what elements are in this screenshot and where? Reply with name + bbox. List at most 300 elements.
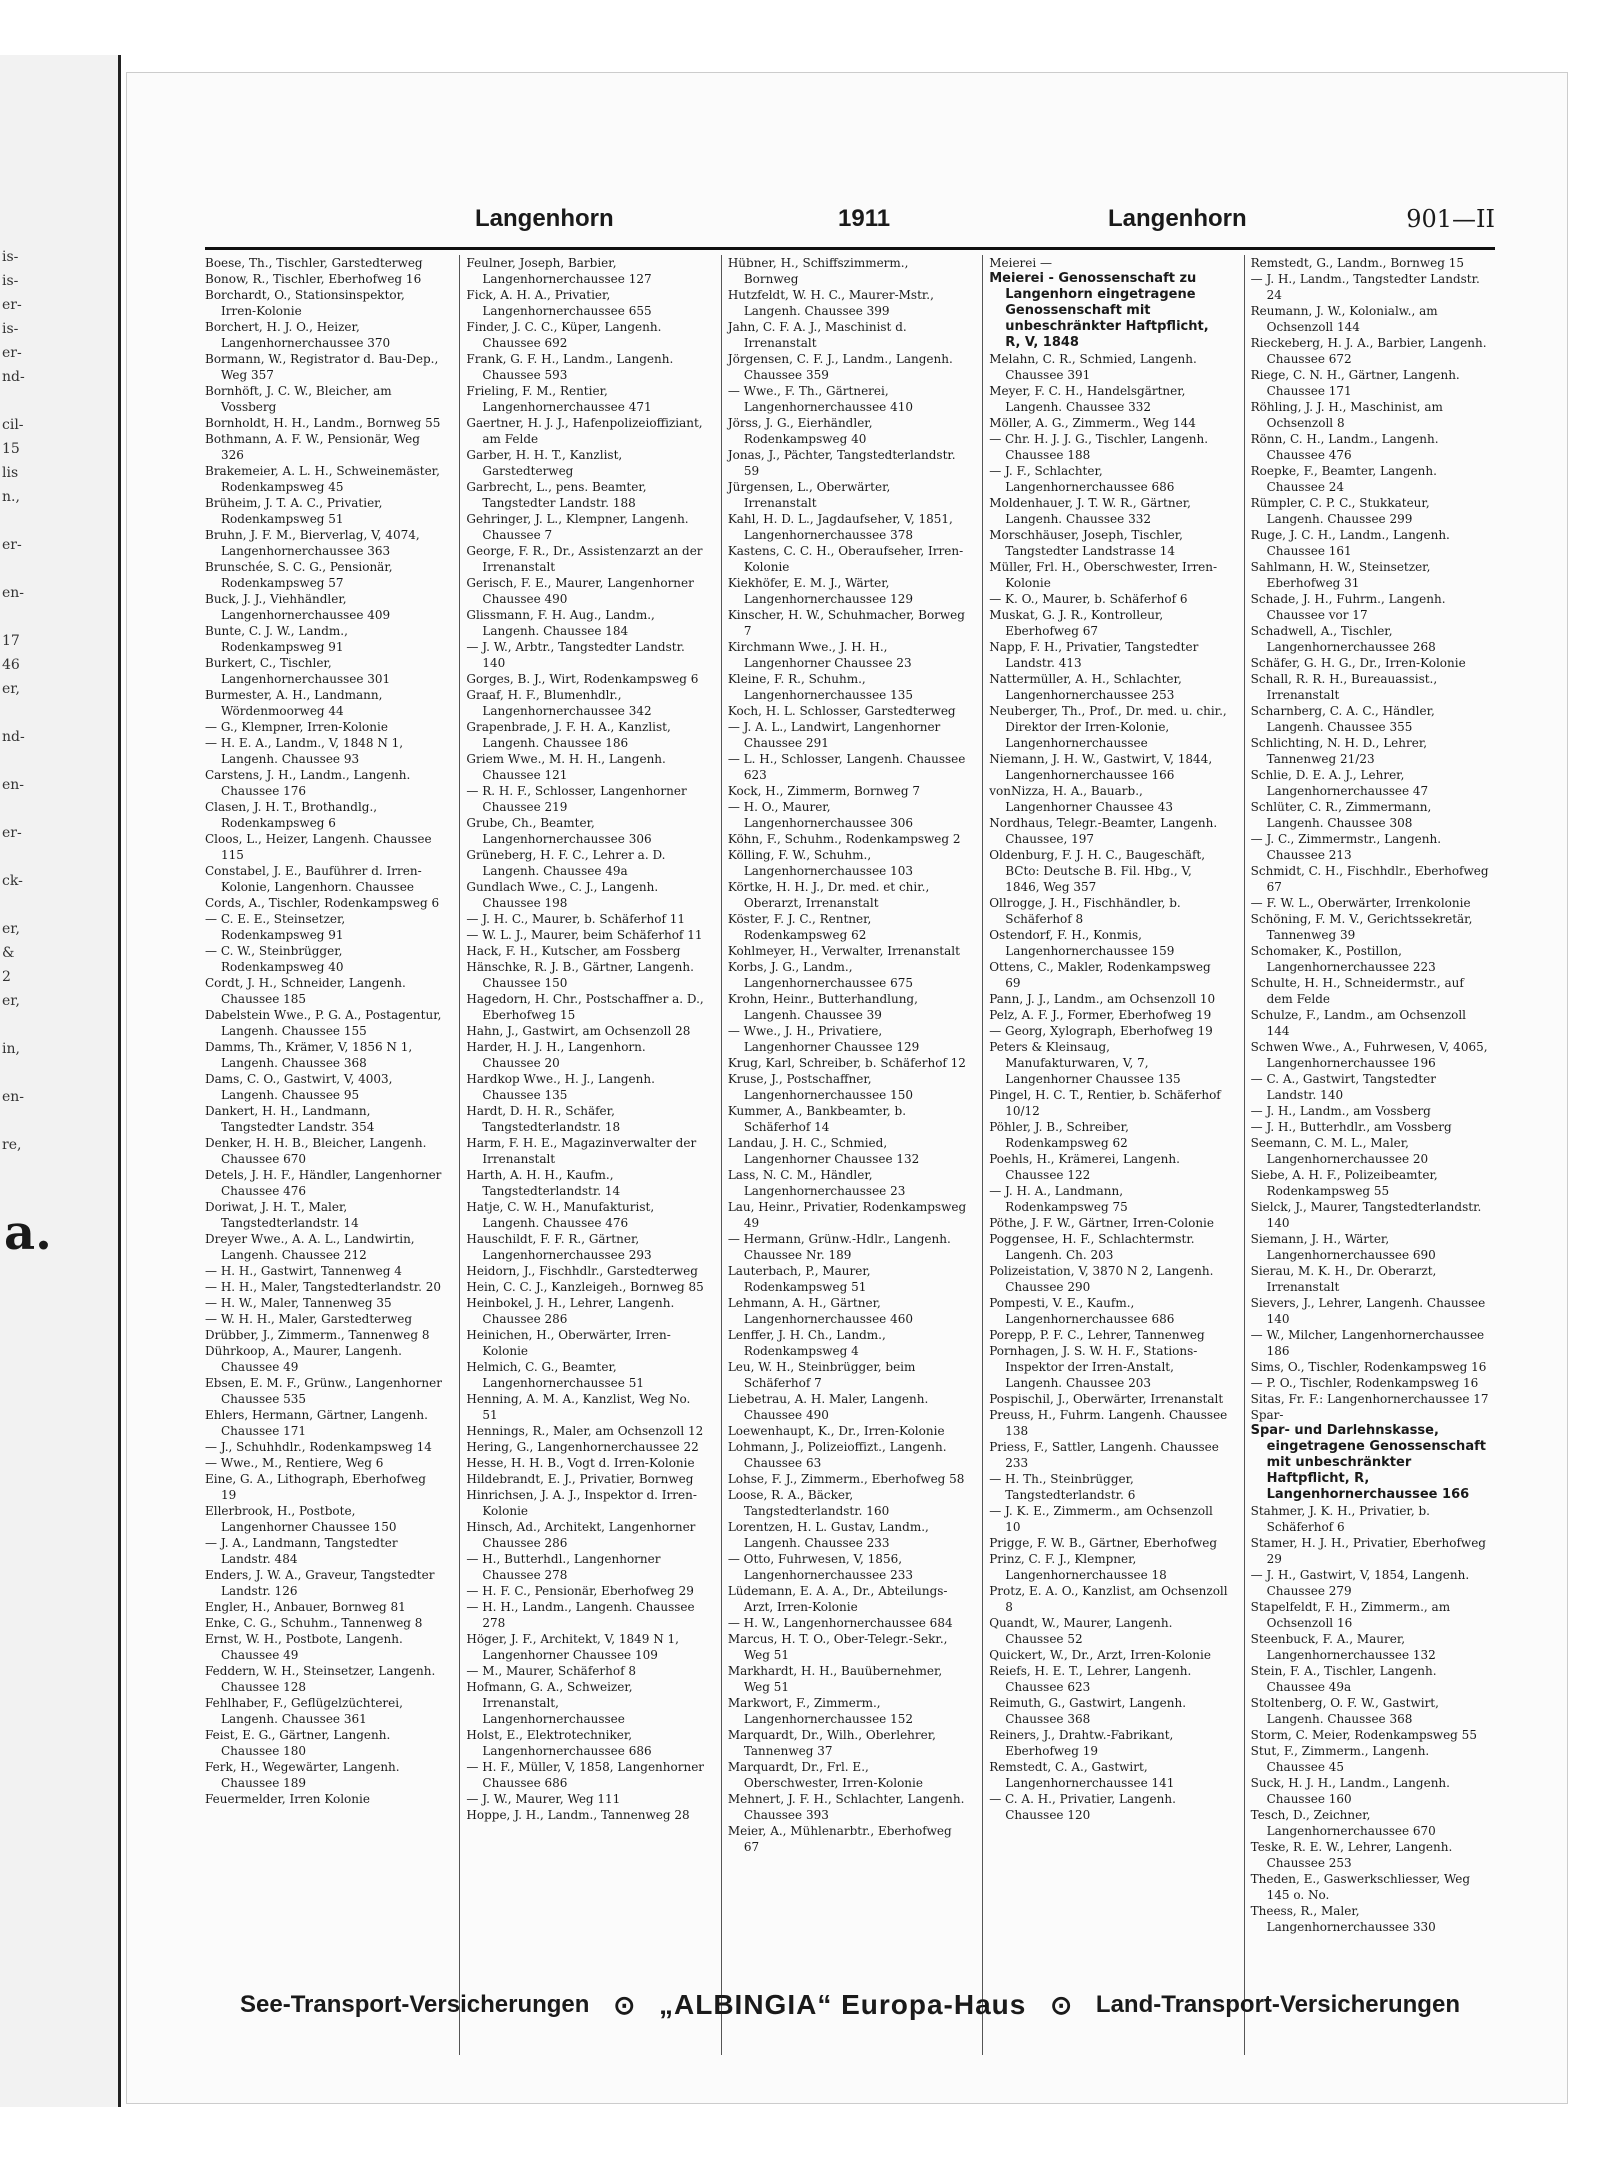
directory-entry: Burkert, C., Tischler, Langenhornerchaussee 301	[205, 656, 391, 686]
directory-entry: Lau, Heinr., Privatier, Rodenkampsweg 49	[727, 1200, 967, 1230]
left-fragment: 15	[2, 441, 20, 457]
footer-middle-ad: „ALBINGIA“ Europa-Haus	[659, 1989, 1027, 2020]
directory-entry: Pospischil, J., Oberwärter, Irrenanstalt	[989, 1392, 1224, 1406]
directory-entry: Marcus, H. T. O., Ober-Telegr.-Sekr., Weg 51	[727, 1632, 948, 1662]
directory-entry: Oldenburg, F. J. H. C., Baugeschäft, BCto: Deutsche B. Fil. Hbg., V, 1846, Weg 357	[989, 848, 1206, 894]
directory-entry: Sierau, M. K. H., Dr. Oberarzt, Irrenanstalt	[1250, 1264, 1437, 1294]
directory-entry: Remstedt, C. A., Gastwirt, Langenhornerchaussee 141	[989, 1760, 1175, 1790]
directory-entry: — P. O., Tischler, Rodenkampsweg 16	[1250, 1376, 1479, 1390]
directory-entry: Helmich, C. G., Beamter, Langenhornerchaussee 51	[466, 1360, 644, 1390]
left-fragment: 17	[2, 633, 20, 649]
directory-entry: Sielck, J., Maurer, Tangstedterlandstr. 140	[1250, 1200, 1482, 1230]
directory-entry: — H. H., Landm., Langenh. Chaussee 278	[466, 1600, 695, 1630]
directory-entry: Bornhöft, J. C. W., Bleicher, am Vossberg	[205, 384, 392, 414]
directory-entry: — J. H., Butterhdlr., am Vossberg	[1250, 1120, 1452, 1134]
directory-entry: — H. O., Maurer, Langenhornerchaussee 306	[727, 800, 914, 830]
directory-entry: Feuermelder, Irren Kolonie	[205, 1792, 370, 1806]
directory-entry: Schlüter, C. R., Zimmermann, Langenh. Chaussee 308	[1250, 800, 1432, 830]
directory-entry: — Wwe., F. Th., Gärtnerei, Langenhornerchaussee 410	[727, 384, 914, 414]
left-fragment: er,	[2, 921, 20, 937]
directory-entry: Jörss, J. G., Eierhändler, Rodenkampsweg 40	[727, 416, 873, 446]
left-fragment: is-	[2, 249, 19, 265]
directory-entry: Reumann, J. W., Kolonialw., am Ochsenzoll 144	[1250, 304, 1438, 334]
directory-entry: Pöthe, J. F. W., Gärtner, Irren-Colonie	[989, 1216, 1214, 1230]
directory-entry: Jürgensen, L., Oberwärter, Irrenanstalt	[727, 480, 891, 510]
directory-entry: Pelz, A. F. J., Former, Eberhofweg 19	[989, 1008, 1212, 1022]
directory-entry: Kohlmeyer, H., Verwalter, Irrenanstalt	[727, 944, 960, 958]
directory-entry: Moldenhauer, J. T. W. R., Gärtner, Langenh. Chaussee 332	[989, 496, 1191, 526]
directory-entry: Grapenbrade, J. F. H. A., Kanzlist, Langenh. Chaussee 186	[466, 720, 671, 750]
directory-entry: Hinsch, Ad., Architekt, Langenhorner Chaussee 286	[466, 1520, 696, 1550]
directory-entry: Kiekhöfer, E. M. J., Wärter, Langenhornerchaussee 129	[727, 576, 914, 606]
directory-entry: Sitas, Fr. F.: Langenhornerchaussee 17	[1250, 1392, 1489, 1406]
left-fragment	[2, 797, 25, 821]
left-fragment: re,	[2, 1137, 22, 1153]
directory-entry: — J. H., Landm., am Vossberg	[1250, 1104, 1431, 1118]
directory-entry: Rönn, C. H., Landm., Langenh. Chaussee 476	[1250, 432, 1439, 462]
directory-entry: Liebetrau, A. H. Maler, Langenh. Chaussee 490	[727, 1392, 929, 1422]
directory-entry: Meier, A., Mühlenarbtr., Eberhofweg 67	[727, 1824, 952, 1854]
directory-entry: Ostendorf, F. H., Konmis, Langenhornerchaussee 159	[989, 928, 1175, 958]
footer-left-ad: See-Transport-Versicherungen	[240, 1991, 590, 2018]
directory-entry: Pingel, H. C. T., Rentier, b. Schäferhof 10/12	[989, 1088, 1221, 1118]
directory-entry: Finder, J. C. C., Küper, Langenh. Chaussee 692	[466, 320, 662, 350]
directory-entry: — J. W., Arbtr., Tangstedter Landstr. 140	[466, 640, 685, 670]
directory-column	[1244, 255, 1495, 2055]
directory-entry: Dreyer Wwe., A. A. L., Landwirtin, Langenh. Chaussee 212	[205, 1232, 415, 1262]
left-fragment	[2, 701, 25, 725]
directory-entry: Lehmann, A. H., Gärtner, Langenhornerchaussee 460	[727, 1296, 914, 1326]
directory-entry: Seemann, C. M. L., Maler, Langenhornerchaussee 20	[1250, 1136, 1429, 1166]
directory-entry: Gundlach Wwe., C. J., Langenh. Chaussee 198	[466, 880, 659, 910]
left-fragment: er,	[2, 681, 20, 697]
left-fragment: is-	[2, 273, 19, 289]
directory-entry: Theess, R., Maler, Langenhornerchaussee 330	[1250, 1904, 1436, 1934]
directory-entry: Bothmann, A. F. W., Pensionär, Weg 326	[205, 432, 420, 462]
directory-entry: Cordt, J. H., Schneider, Langenh. Chaussee 185	[205, 976, 406, 1006]
directory-entry: Gaertner, H. J. J., Hafenpolizeioffiziant, am Felde	[466, 416, 703, 446]
directory-entry: — H. W., Langenhornerchaussee 684	[727, 1616, 953, 1630]
directory-entry: — J., Schuhhdlr., Rodenkampsweg 14	[205, 1440, 432, 1454]
left-fragment	[2, 509, 25, 533]
left-fragment	[2, 557, 25, 581]
page-header	[205, 205, 1495, 245]
directory-entry: Kastens, C. C. H., Oberaufseher, Irren-Kolonie	[727, 544, 964, 574]
directory-entry: Brüheim, J. T. A. C., Privatier, Rodenkampsweg 51	[205, 496, 383, 526]
left-fragment	[2, 1061, 25, 1085]
directory-entry: Schomaker, K., Postillon, Langenhornerchaussee 223	[1250, 944, 1436, 974]
left-fragment	[2, 1109, 25, 1133]
directory-entry: Markhardt, H. H., Bauübernehmer, Weg 51	[727, 1664, 943, 1694]
directory-entry: Kock, H., Zimmerm, Bornweg 7	[727, 784, 920, 798]
directory-entry: Quickert, W., Dr., Arzt, Irren-Kolonie	[989, 1648, 1211, 1662]
directory-entry: Dabelstein Wwe., P. G. A., Postagentur, Langenh. Chaussee 155	[205, 1008, 442, 1038]
directory-entry: Holst, E., Elektrotechniker, Langenhornerchaussee 686	[466, 1728, 652, 1758]
left-fragment: en-	[2, 777, 25, 793]
directory-entry: Spar-	[1250, 1408, 1284, 1422]
left-fragment: ck-	[2, 873, 23, 889]
directory-entry: Neuberger, Th., Prof., Dr. med. u. chir., Direktor der Irren-Kolonie, Langenhornerchaussee	[989, 704, 1227, 750]
directory-entry: Höger, J. F., Architekt, V, 1849 N 1, Langenhorner Chaussee 109	[466, 1632, 679, 1662]
directory-entry: Melahn, C. R., Schmied, Langenh. Chaussee 391	[989, 352, 1197, 382]
directory-entry: Poggensee, H. F., Schlachtermstr. Langenh. Ch. 203	[989, 1232, 1195, 1262]
directory-entry: Niemann, J. H. W., Gastwirt, V, 1844, Langenhornerchaussee 166	[989, 752, 1213, 782]
directory-entry: Cords, A., Tischler, Rodenkampsweg 6	[205, 896, 440, 910]
directory-entry: — J. F., Schlachter, Langenhornerchaussee 686	[989, 464, 1175, 494]
directory-entry: Griem Wwe., M. H. H., Langenh. Chaussee 121	[466, 752, 666, 782]
directory-entry: George, F. R., Dr., Assistenzarzt an der Irrenanstalt	[466, 544, 703, 574]
directory-entry: Reimuth, G., Gastwirt, Langenh. Chaussee 368	[989, 1696, 1187, 1726]
directory-entry: Protz, E. A. O., Kanzlist, am Ochsenzoll 8	[989, 1584, 1228, 1614]
directory-entry: Brakemeier, A. L. H., Schweinemäster, Rodenkampsweg 45	[205, 464, 440, 494]
directory-entry: Lorentzen, H. L. Gustav, Landm., Langenh. Chaussee 233	[727, 1520, 929, 1550]
directory-entry: Peters & Kleinsaug, Manufakturwaren, V, 7, Langenhorner Chaussee 135	[989, 1040, 1181, 1086]
left-fragment: n.,	[2, 489, 20, 505]
directory-entry: Drübber, J., Zimmerm., Tannenweg 8	[205, 1328, 430, 1342]
directory-entry: Schulte, H. H., Schneidermstr., auf dem Felde	[1250, 976, 1464, 1006]
directory-entry: Dankert, H. H., Landmann, Tangstedter Landstr. 354	[205, 1104, 375, 1134]
directory-entry: Constabel, J. E., Bauführer d. Irren-Kolonie, Langenhorn. Chaussee	[205, 864, 422, 894]
left-fragment: lis	[2, 465, 19, 481]
directory-entry: Ollrogge, J. H., Fischhändler, b. Schäferhof 8	[989, 896, 1181, 926]
directory-entry: Röhling, J. J. H., Maschinist, am Ochsenzoll 8	[1250, 400, 1443, 430]
directory-entry: Porepp, P. F. C., Lehrer, Tannenweg	[989, 1328, 1205, 1342]
directory-column	[459, 255, 710, 2055]
directory-entry: Hack, F. H., Kutscher, am Fossberg	[466, 944, 681, 958]
directory-entry: — J. H. C., Maurer, b. Schäferhof 11	[466, 912, 685, 926]
directory-entry: Hahn, J., Gastwirt, am Ochsenzoll 28	[466, 1024, 691, 1038]
directory-entry: Schöning, F. M. V., Gerichtssekretär, Tannenweg 39	[1250, 912, 1473, 942]
directory-entry: Storm, C. Meier, Rodenkampsweg 55	[1250, 1728, 1477, 1742]
directory-entry: Henning, A. M. A., Kanzlist, Weg No. 51	[466, 1392, 691, 1422]
directory-column	[721, 255, 972, 2055]
directory-entry: Garber, H. H. T., Kanzlist, Garstedterweg	[466, 448, 623, 478]
directory-entry: Stapelfeldt, F. H., Zimmerm., am Ochsenzoll 16	[1250, 1600, 1451, 1630]
directory-entry: Müller, Frl. H., Oberschwester, Irren-Kolonie	[989, 560, 1218, 590]
directory-entry: Sims, O., Tischler, Rodenkampsweg 16	[1250, 1360, 1487, 1374]
directory-entry: — C. E. E., Steinsetzer, Rodenkampsweg 91	[205, 912, 346, 942]
directory-entry: Krug, Karl, Schreiber, b. Schäferhof 12	[727, 1056, 966, 1070]
directory-entry: Pann, J. J., Landm., am Ochsenzoll 10	[989, 992, 1216, 1006]
left-page-text	[2, 245, 25, 1157]
directory-entry: — W. L. J., Maurer, beim Schäferhof 11	[466, 928, 703, 942]
directory-entry: Stahmer, J. K. H., Privatier, b. Schäferhof 6	[1250, 1504, 1430, 1534]
directory-entry: Steenbuck, F. A., Maurer, Langenhornerchaussee 132	[1250, 1632, 1436, 1662]
header-right-title: Langenhorn	[1108, 205, 1247, 232]
directory-entry: Reiners, J., Drahtw.-Fabrikant, Eberhofweg 19	[989, 1728, 1174, 1758]
directory-entry: — J. C., Zimmermstr., Langenh. Chaussee 213	[1250, 832, 1442, 862]
directory-entry: Frank, G. F. H., Landm., Langenh. Chaussee 593	[466, 352, 674, 382]
directory-entry: — J. H., Gastwirt, V, 1854, Langenh. Chaussee 279	[1250, 1568, 1470, 1598]
directory-entry: Schall, R. R. H., Bureauassist., Irrenanstalt	[1250, 672, 1438, 702]
directory-entry: Hutzfeldt, W. H. C., Maurer-Mstr., Langenh. Chaussee 399	[727, 288, 934, 318]
directory-entry: Damms, Th., Krämer, V, 1856 N 1, Langenh. Chaussee 368	[205, 1040, 413, 1070]
directory-column	[205, 255, 449, 2055]
directory-entry: Schmidt, C. H., Fischhdlr., Eberhofweg 67	[1250, 864, 1489, 894]
directory-entry: — C. A. H., Privatier, Langenh. Chaussee 120	[989, 1792, 1176, 1822]
directory-entry: Borchardt, O., Stationsinspektor, Irren-Kolonie	[205, 288, 405, 318]
directory-entry: Grüneberg, H. F. C., Lehrer a. D. Langenh. Chaussee 49a	[466, 848, 666, 878]
directory-entry: Borchert, H. J. O., Heizer, Langenhornerchaussee 370	[205, 320, 391, 350]
directory-entry: Suck, H. J. H., Landm., Langenh. Chaussee 160	[1250, 1776, 1450, 1806]
directory-entry: Schadwell, A., Tischler, Langenhornerchaussee 268	[1250, 624, 1436, 654]
left-fragment: 46	[2, 657, 20, 673]
directory-column	[982, 255, 1233, 2055]
directory-entry: — F. W. L., Oberwärter, Irrenkolonie	[1250, 896, 1471, 910]
directory-entry: Meierei —	[989, 256, 1053, 270]
directory-entry: Lass, N. C. M., Händler, Langenhornerchaussee 23	[727, 1168, 906, 1198]
directory-entry: Bunte, C. J. W., Landm., Rodenkampsweg 91	[205, 624, 348, 654]
directory-entry: Quandt, W., Maurer, Langenh. Chaussee 52	[989, 1616, 1173, 1646]
page-footer	[240, 1980, 1460, 2030]
directory-entry: — Otto, Fuhrwesen, V, 1856, Langenhornerchaussee 233	[727, 1552, 914, 1582]
directory-entry: Brunschée, S. C. G., Pensionär, Rodenkampsweg 57	[205, 560, 393, 590]
left-fragment: 2	[2, 969, 11, 985]
directory-entry: — Wwe., J. H., Privatiere, Langenhorner Chaussee 129	[727, 1024, 920, 1054]
directory-entry: Eine, G. A., Lithograph, Eberhofweg 19	[205, 1472, 426, 1502]
directory-entry: Preuss, H., Fuhrm. Langenh. Chaussee 138	[989, 1408, 1228, 1438]
directory-entry: Stut, F., Zimmerm., Langenh. Chaussee 45	[1250, 1744, 1430, 1774]
left-fragment: nd-	[2, 729, 25, 745]
directory-entry: Hauschildt, F. F. R., Gärtner, Langenhornerchaussee 293	[466, 1232, 652, 1262]
footer-right-ad: Land-Transport-Versicherungen	[1095, 1991, 1460, 2018]
directory-entry: Gorges, B. J., Wirt, Rodenkampsweg 6	[466, 672, 699, 686]
directory-entry: Reiefs, H. E. T., Lehrer, Langenh. Chaussee 623	[989, 1664, 1192, 1694]
left-fragment: en-	[2, 585, 25, 601]
directory-entry: Jahn, C. F. A. J., Maschinist d. Irrenanstalt	[727, 320, 907, 350]
page-number: 901—II	[1406, 205, 1495, 233]
directory-entry: Hänschke, R. J. B., Gärtner, Langenh. Chaussee 150	[466, 960, 694, 990]
directory-entry: Napp, F. H., Privatier, Tangstedter Landstr. 413	[989, 640, 1199, 670]
directory-entry: Schade, J. H., Fuhrm., Langenh. Chaussee vor 17	[1250, 592, 1446, 622]
directory-entry: Loose, R. A., Bäcker, Tangstedterlandstr. 160	[727, 1488, 890, 1518]
directory-entry: Leu, W. H., Steinbrügger, beim Schäferhof 7	[727, 1360, 916, 1390]
left-fragment: er-	[2, 345, 22, 361]
left-fragment	[2, 749, 25, 773]
directory-entry: Stoltenberg, O. F. W., Gastwirt, Langenh. Chaussee 368	[1250, 1696, 1439, 1726]
directory-entry: Lüdemann, E. A. A., Dr., Abteilungs-Arzt, Irren-Kolonie	[727, 1584, 948, 1614]
directory-entry: — C. W., Steinbrügger, Rodenkampsweg 40	[205, 944, 344, 974]
directory-entry: Schlichting, N. H. D., Lehrer, Tannenweg 21/23	[1250, 736, 1428, 766]
directory-entry: — G., Klempner, Irren-Kolonie	[205, 720, 388, 734]
directory-entry: Lauterbach, P., Maurer, Rodenkampsweg 51	[727, 1264, 871, 1294]
directory-entry: Gerisch, F. E., Maurer, Langenhorner Chaussee 490	[466, 576, 694, 606]
directory-entry: Gehringer, J. L., Klempner, Langenh. Chaussee 7	[466, 512, 689, 542]
directory-entry: — H. Th., Steinbrügger, Tangstedterlandstr. 6	[989, 1472, 1136, 1502]
directory-entry: — Wwe., M., Rentiere, Weg 6	[205, 1456, 384, 1470]
directory-entry: Frieling, F. M., Rentier, Langenhornerchaussee 471	[466, 384, 652, 414]
directory-entry: Feddern, W. H., Steinsetzer, Langenh. Chaussee 128	[205, 1664, 436, 1694]
directory-entry: Heinbokel, J. H., Lehrer, Langenh. Chaussee 286	[466, 1296, 675, 1326]
directory-entry: Feulner, Joseph, Barbier, Langenhornerchaussee 127	[466, 256, 652, 286]
directory-entry: — Georg, Xylograph, Eberhofweg 19	[989, 1024, 1213, 1038]
directory-entry: Tesch, D., Zeichner, Langenhornerchaussee 670	[1250, 1808, 1436, 1838]
directory-entry: Bornholdt, H. H., Landm., Bornweg 55	[205, 416, 441, 430]
directory-entry: Graaf, H. F., Blumenhdlr., Langenhornerchaussee 342	[466, 688, 652, 718]
left-fragment: cil-	[2, 417, 24, 433]
directory-entry: Sievers, J., Lehrer, Langenh. Chaussee 140	[1250, 1296, 1486, 1326]
directory-entry: — H. E. A., Landm., V, 1848 N 1, Langenh. Chaussee 93	[205, 736, 404, 766]
directory-entry: Poehls, H., Krämerei, Langenh. Chaussee 122	[989, 1152, 1180, 1182]
directory-entry: — J. H., Landm., Tangstedter Landstr. 24	[1250, 272, 1480, 302]
directory-entry: Denker, H. H. B., Bleicher, Langenh. Chaussee 670	[205, 1136, 427, 1166]
directory-entry: Ernst, W. H., Postbote, Langenh. Chaussee 49	[205, 1632, 403, 1662]
directory-entry: — M., Maurer, Schäferhof 8	[466, 1664, 636, 1678]
directory-entry: Stein, F. A., Tischler, Langenh. Chaussee 49a	[1250, 1664, 1437, 1694]
directory-entry: — W. H. H., Maler, Garstedterweg	[205, 1312, 413, 1326]
directory-entry: Hildebrandt, E. J., Privatier, Bornweg	[466, 1472, 694, 1486]
directory-entry: Riege, C. N. H., Gärtner, Langenh. Chaussee 171	[1250, 368, 1460, 398]
directory-entry: Kleine, F. R., Schuhm., Langenhornerchaussee 135	[727, 672, 914, 702]
directory-entry: Glissmann, F. H. Aug., Landm., Langenh. Chaussee 184	[466, 608, 655, 638]
directory-entry: Prinz, C. F. J., Klempner, Langenhornerchaussee 18	[989, 1552, 1167, 1582]
left-fragment	[2, 389, 25, 413]
directory-entry: Bormann, W., Registrator d. Bau-Dep., Weg 357	[205, 352, 439, 382]
directory-entry: Enders, J. W. A., Graveur, Tangstedter Landstr. 126	[205, 1568, 435, 1598]
directory-entry: Kruse, J., Postschaffner, Langenhornerchaussee 150	[727, 1072, 914, 1102]
directory-entry: — L. H., Schlosser, Langenh. Chaussee 623	[727, 752, 966, 782]
left-fragment	[2, 845, 25, 869]
directory-entry: Boese, Th., Tischler, Garstedterweg	[205, 256, 423, 270]
directory-entry: Hardkop Wwe., H. J., Langenh. Chaussee 135	[466, 1072, 655, 1102]
directory-entry: Polizeistation, V, 3870 N 2, Langenh. Chaussee 290	[989, 1264, 1214, 1294]
directory-entry: Carstens, J. H., Landm., Langenh. Chaussee 176	[205, 768, 411, 798]
directory-entry: Ruge, J. C. H., Landm., Langenh. Chaussee 161	[1250, 528, 1450, 558]
directory-entry: Schulze, F., Landm., am Ochsenzoll 144	[1250, 1008, 1467, 1038]
directory-entry: Roepke, F., Beamter, Langenh. Chaussee 24	[1250, 464, 1437, 494]
directory-entry: — J. A., Landmann, Tangstedter Landstr. 484	[205, 1536, 398, 1566]
directory-entry: Körtke, H. H. J., Dr. med. et chir., Oberarzt, Irrenanstalt	[727, 880, 930, 910]
directory-entry: Lohmann, J., Polizeioffizt., Langenh. Chaussee 63	[727, 1440, 947, 1470]
directory-entry: Scharnberg, C. A. C., Händler, Langenh. Chaussee 355	[1250, 704, 1435, 734]
directory-entry: Landau, J. H. C., Schmied, Langenhorner Chaussee 132	[727, 1136, 920, 1166]
directory-entry: — H. H., Maler, Tangstedterlandstr. 20	[205, 1280, 442, 1294]
directory-entry: Hatje, C. W. H., Manufakturist, Langenh. Chaussee 476	[466, 1200, 655, 1230]
directory-entry: Pornhagen, J. S. W. H. F., Stations-Inspektor der Irren-Anstalt, Langenh. Chaussee 203	[989, 1344, 1198, 1390]
directory-entry: Jonas, J., Pächter, Tangstedterlandstr. 59	[727, 448, 956, 478]
left-fragment	[2, 1013, 25, 1037]
directory-entry: Hering, G., Langenhornerchaussee 22	[466, 1440, 699, 1454]
directory-entry: Kirchmann Wwe., J. H. H., Langenhorner Chaussee 23	[727, 640, 912, 670]
directory-entry: — H. F. C., Pensionär, Eberhofweg 29	[466, 1584, 694, 1598]
directory-entry: Theden, E., Gaswerkschliesser, Weg 145 o. No.	[1250, 1872, 1471, 1902]
left-fragment: er-	[2, 537, 22, 553]
directory-entry: — C. A., Gastwirt, Tangstedter Landstr. 140	[1250, 1072, 1437, 1102]
directory-entry: Nattermüller, A. H., Schlachter, Langenhornerchaussee 253	[989, 672, 1182, 702]
left-fragment: nd-	[2, 369, 25, 385]
directory-entry: Feist, E. G., Gärtner, Langenh. Chaussee 180	[205, 1728, 391, 1758]
directory-entry: Schäfer, G. H. G., Dr., Irren-Kolonie	[1250, 656, 1466, 670]
directory-entry: Hoppe, J. H., Landm., Tannenweg 28	[466, 1808, 690, 1822]
directory-entry: Hinrichsen, J. A. J., Inspektor d. Irren-Kolonie	[466, 1488, 697, 1518]
header-year: 1911	[838, 205, 891, 232]
directory-entry: Garbrecht, L., pens. Beamter, Tangstedter Landstr. 188	[466, 480, 647, 510]
directory-entry: Mehnert, J. F. H., Schlachter, Langenh. Chaussee 393	[727, 1792, 965, 1822]
directory-entry: — Hermann, Grünw.-Hdlr., Langenh. Chaussee Nr. 189	[727, 1232, 951, 1262]
directory-entry: Loewenhaupt, K., Dr., Irren-Kolonie	[727, 1424, 945, 1438]
left-fragment: en-	[2, 1089, 25, 1105]
directory-entry: Köster, F. J. C., Rentner, Rodenkampsweg 62	[727, 912, 872, 942]
directory-entry: Nordhaus, Telegr.-Beamter, Langenh. Chaussee, 197	[989, 816, 1218, 846]
directory-entry: Möller, A. G., Zimmerm., Weg 144	[989, 416, 1196, 430]
directory-entry: Stamer, H. J. H., Privatier, Eberhofweg 29	[1250, 1536, 1486, 1566]
directory-entry: — Chr. H. J. J. G., Tischler, Langenh. Chaussee 188	[989, 432, 1209, 462]
directory-entry: Sahlmann, H. W., Steinsetzer, Eberhofweg 31	[1250, 560, 1431, 590]
directory-columns	[205, 255, 1495, 2055]
directory-entry: Heidorn, J., Fischhdlr., Garstedterweg	[466, 1264, 698, 1278]
directory-entry: Engler, H., Anbauer, Bornweg 81	[205, 1600, 406, 1614]
left-fragment: er-	[2, 825, 22, 841]
directory-entry: — H. H., Gastwirt, Tannenweg 4	[205, 1264, 402, 1278]
directory-entry: — J. W., Maurer, Weg 111	[466, 1792, 621, 1806]
directory-entry: Marquardt, Dr., Wilh., Oberlehrer, Tannenweg 37	[727, 1728, 936, 1758]
directory-entry: Lenffer, J. H. Ch., Landm., Rodenkampsweg 4	[727, 1328, 886, 1358]
directory-entry: Meyer, F. C. H., Handelsgärtner, Langenh. Chaussee 332	[989, 384, 1186, 414]
directory-entry: Siebe, A. H. F., Polizeibeamter, Rodenkampsweg 55	[1250, 1168, 1438, 1198]
left-fragment: &	[2, 945, 15, 961]
left-fragment	[2, 893, 25, 917]
directory-entry: — H. F., Müller, V, 1858, Langenhorner Chaussee 686	[466, 1760, 705, 1790]
directory-entry: Rieckeberg, H. J. A., Barbier, Langenh. Chaussee 672	[1250, 336, 1487, 366]
directory-entry: Harth, A. H. H., Kaufm., Tangstedterlandstr. 14	[466, 1168, 621, 1198]
footer-dot-right: ⊙	[1050, 1989, 1073, 2020]
directory-entry: Grube, Ch., Beamter, Langenhornerchaussee 306	[466, 816, 652, 846]
directory-entry: Schlie, D. E. A. J., Lehrer, Langenhornerchaussee 47	[1250, 768, 1429, 798]
directory-entry: Krohn, Heinr., Butterhandlung, Langenh. Chaussee 39	[727, 992, 918, 1022]
directory-entry: Ottens, C., Makler, Rodenkampsweg 69	[989, 960, 1211, 990]
directory-entry: Hofmann, G. A., Schweizer, Irrenanstalt, Langenhornerchaussee	[466, 1680, 633, 1726]
directory-entry: Hein, C. C. J., Kanzleigeh., Bornweg 85	[466, 1280, 704, 1294]
directory-entry: Ellerbrook, H., Postbote, Langenhorner Chaussee 150	[205, 1504, 397, 1534]
directory-entry: Enke, C. G., Schuhm., Tannenweg 8	[205, 1616, 423, 1630]
directory-entry: Meierei - Genossenschaft zu Langenhorn eingetragene Genossenschaft mit unbeschränkter Haftpflicht, R, V, 1848	[989, 271, 1209, 350]
directory-entry: Burmester, A. H., Landmann, Wördenmoorweg 44	[205, 688, 383, 718]
directory-entry: Marquardt, Dr., Frl. E., Oberschwester, Irren-Kolonie	[727, 1760, 923, 1790]
directory-entry: Rümpler, C. P. C., Stukkateur, Langenh. Chaussee 299	[1250, 496, 1430, 526]
directory-entry: Prigge, F. W. B., Gärtner, Eberhofweg	[989, 1536, 1218, 1550]
directory-entry: Pöhler, J. B., Schreiber, Rodenkampsweg 62	[989, 1120, 1129, 1150]
directory-entry: Detels, J. H. F., Händler, Langenhorner Chaussee 476	[205, 1168, 442, 1198]
directory-entry: Harder, H. J. H., Langenhorn. Chaussee 20	[466, 1040, 646, 1070]
directory-entry: — H. W., Maler, Tannenweg 35	[205, 1296, 392, 1310]
directory-entry: Ehlers, Hermann, Gärtner, Langenh. Chaussee 171	[205, 1408, 428, 1438]
directory-entry: — W., Milcher, Langenhornerchaussee 186	[1250, 1328, 1485, 1358]
directory-entry: Hesse, H. H. B., Vogt d. Irren-Kolonie	[466, 1456, 695, 1470]
directory-entry: Lohse, F. J., Zimmerm., Eberhofweg 58	[727, 1472, 965, 1486]
directory-entry: Bruhn, J. F. M., Bierverlag, V, 4074, Langenhornerchaussee 363	[205, 528, 420, 558]
directory-entry: Schwen Wwe., A., Fuhrwesen, V, 4065, Langenhornerchaussee 196	[1250, 1040, 1488, 1070]
directory-entry: Clasen, J. H. T., Brothandlg., Rodenkampsweg 6	[205, 800, 378, 830]
directory-entry: Kölling, F. W., Schuhm., Langenhornerchaussee 103	[727, 848, 914, 878]
directory-entry: Ferk, H., Wegewärter, Langenh. Chaussee 189	[205, 1760, 400, 1790]
header-left-title: Langenhorn	[475, 205, 614, 232]
directory-entry: Kahl, H. D. L., Jagdaufseher, V, 1851, Langenhornerchaussee 378	[727, 512, 953, 542]
directory-entry: — J. K. E., Zimmerm., am Ochsenzoll 10	[989, 1504, 1213, 1534]
directory-entry: Siemann, J. H., Wärter, Langenhornerchaussee 690	[1250, 1232, 1436, 1262]
left-page-fragment	[0, 55, 121, 2107]
directory-entry: Hennings, R., Maler, am Ochsenzoll 12	[466, 1424, 704, 1438]
directory-entry: Fick, A. H. A., Privatier, Langenhornerchaussee 655	[466, 288, 652, 318]
directory-entry: — K. O., Maurer, b. Schäferhof 6	[989, 592, 1188, 606]
directory-entry: — R. H. F., Schlosser, Langenhorner Chaussee 219	[466, 784, 687, 814]
directory-entry: — J. H. A., Landmann, Rodenkampsweg 75	[989, 1184, 1128, 1214]
directory-entry: Kummer, A., Bankbeamter, b. Schäferhof 14	[727, 1104, 907, 1134]
directory-entry: Harm, F. H. E., Magazinverwalter der Irrenanstalt	[466, 1136, 697, 1166]
directory-entry: Doriwat, J. H. T., Maler, Tangstedterlandstr. 14	[205, 1200, 359, 1230]
left-fragment: is-	[2, 321, 19, 337]
directory-entry: Jörgensen, C. F. J., Landm., Langenh. Chaussee 359	[727, 352, 953, 382]
directory-entry: Morschhäuser, Joseph, Tischler, Tangstedter Landstrasse 14	[989, 528, 1183, 558]
